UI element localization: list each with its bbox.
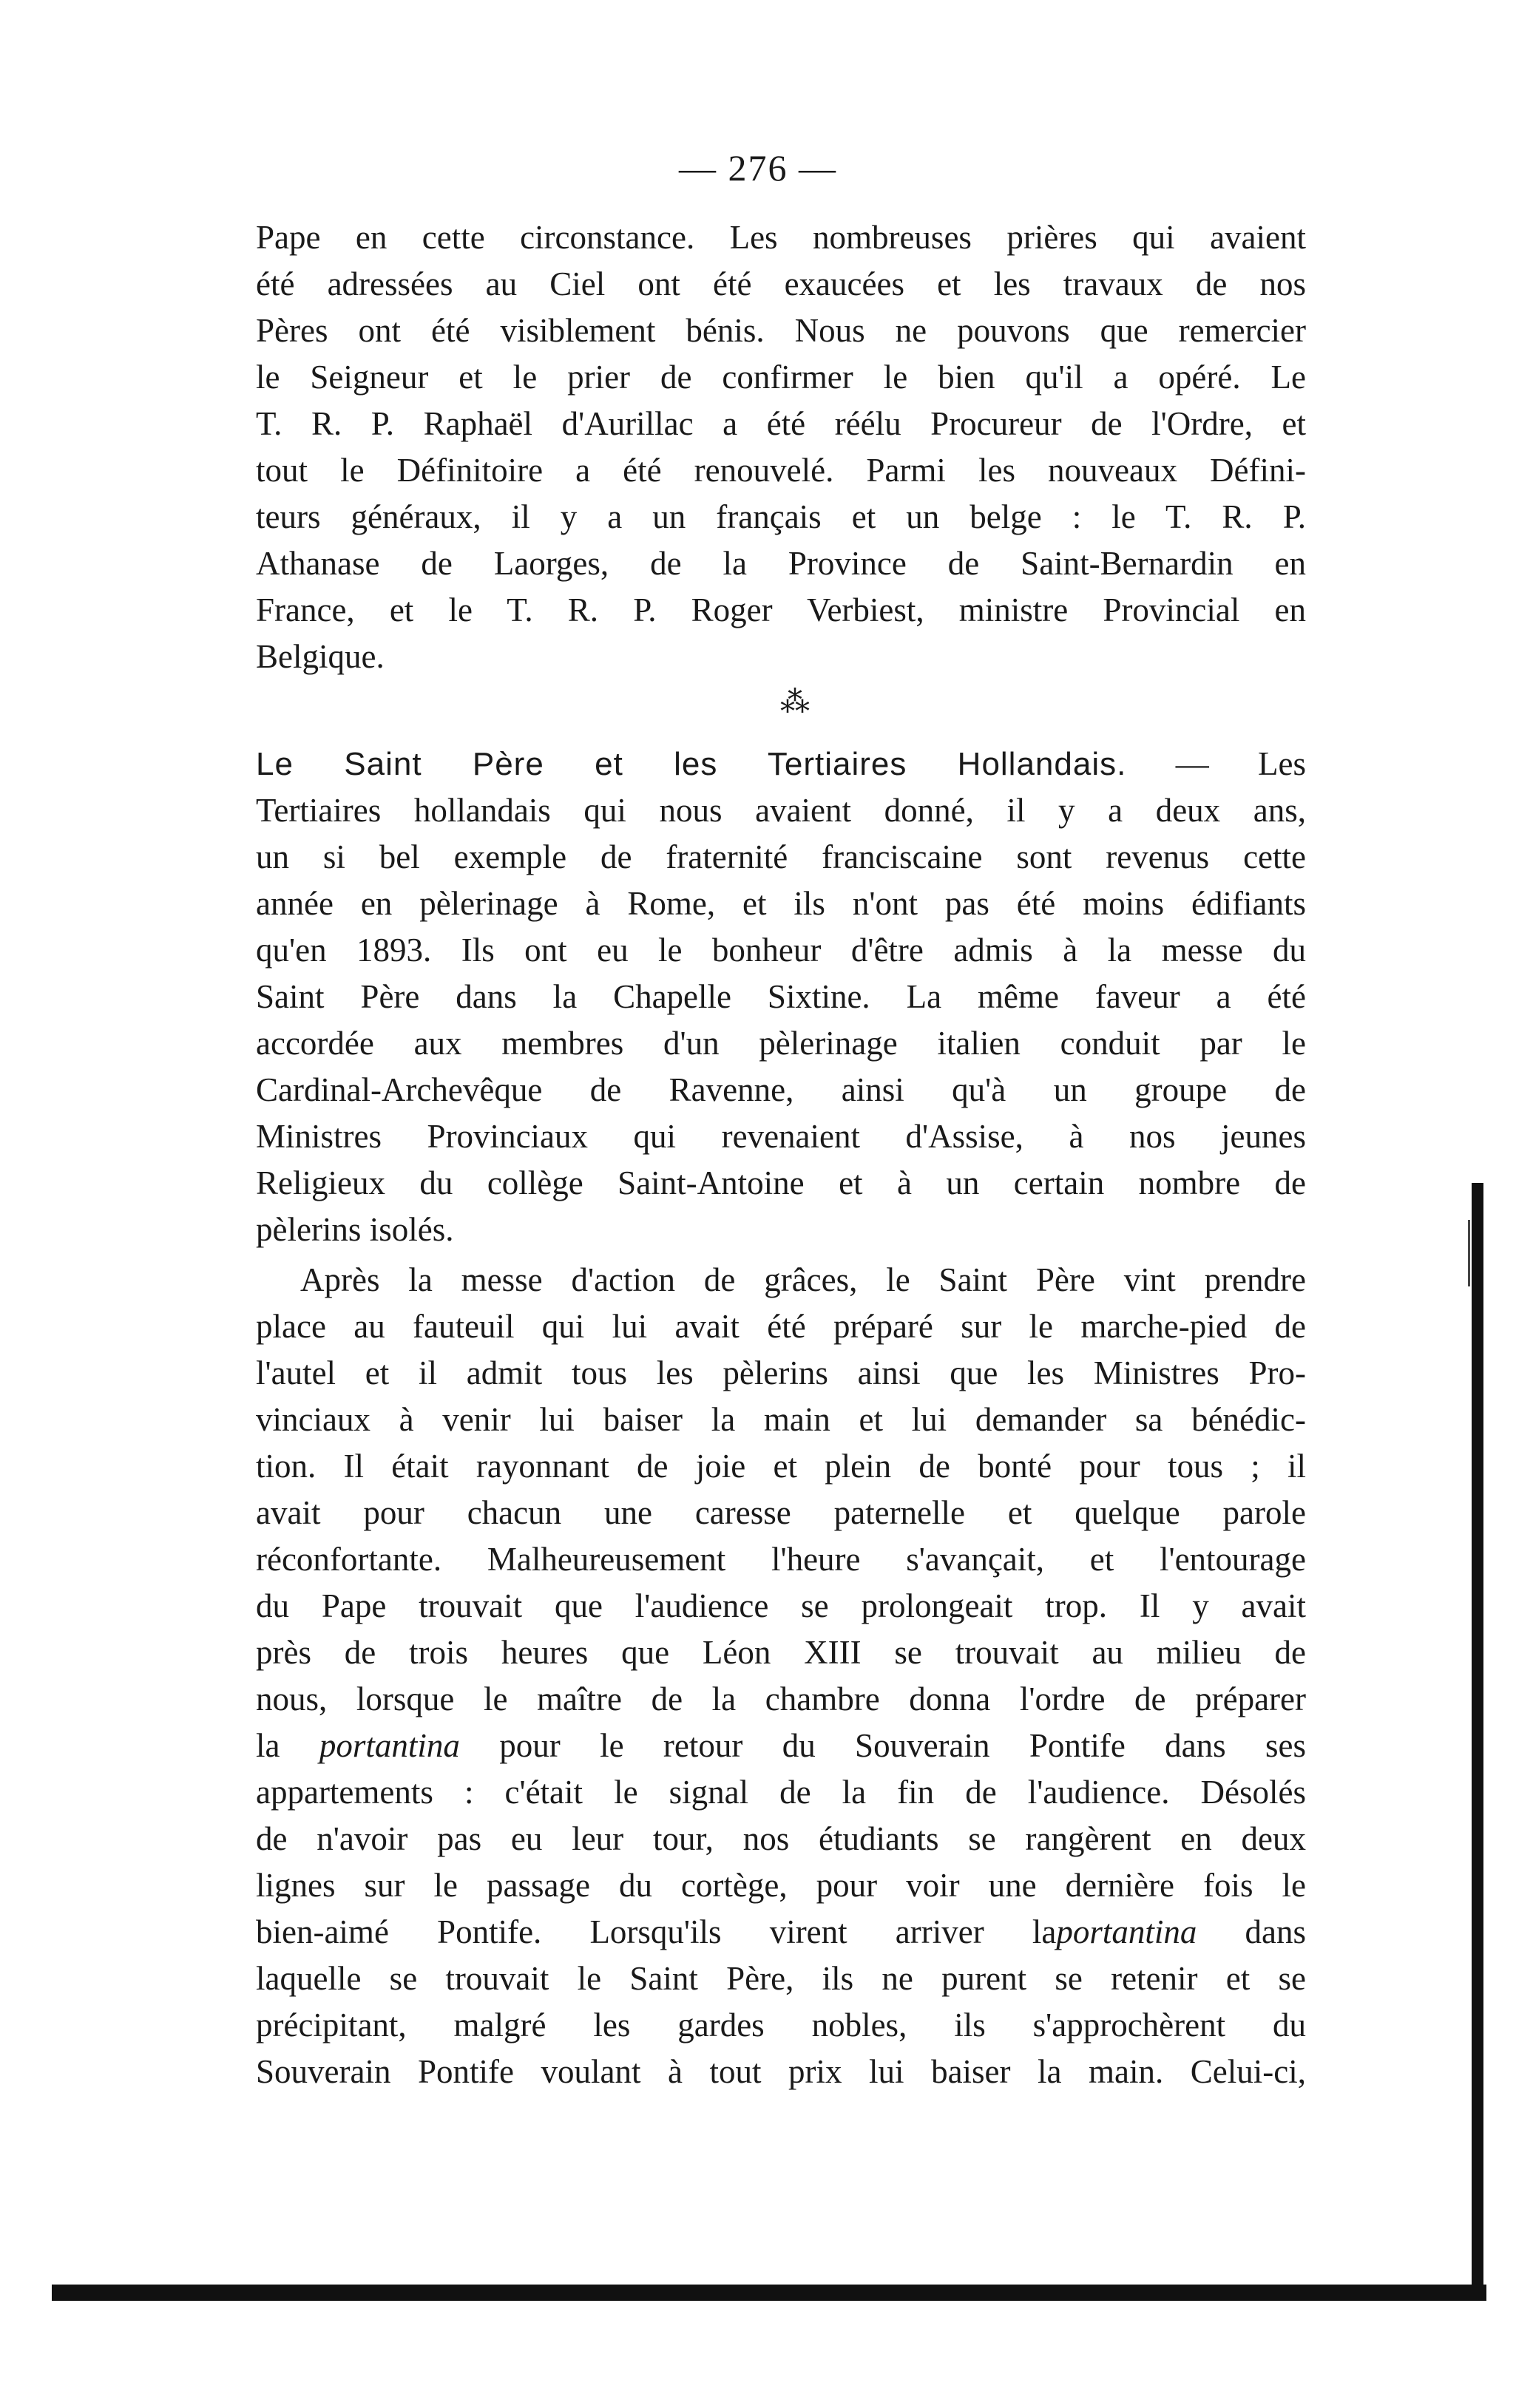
- scan-mark: [1468, 1220, 1470, 1286]
- text-line: Cardinal-Archevêque de Ravenne, ainsi qu'à un groupe de: [256, 1071, 1306, 1108]
- text-line: Pape en cette circonstance. Les nombreuses prières qui avaient: [256, 219, 1306, 256]
- text-line: T. R. P. Raphaël d'Aurillac a été réélu Procureur de l'Ordre, et: [256, 405, 1306, 442]
- scan-edge-right: [1472, 1183, 1483, 2299]
- text-line: teurs généraux, il y a un français et un belge : le T. R. P.: [256, 498, 1306, 535]
- text-line: place au fauteuil qui lui avait été préparé sur le marche-pied de: [256, 1308, 1306, 1345]
- text-line: l'autel et il admit tous les pèlerins ainsi que les Ministres Pro-: [256, 1354, 1306, 1391]
- text-line: laquelle se trouvait le Saint Père, ils ne purent se retenir et se: [256, 1960, 1306, 1997]
- paragraph-2: [256, 741, 1306, 1253]
- text-line: Tertiaires hollandais qui nous avaient donné, il y a deux ans,: [256, 792, 1306, 829]
- text-line: qu'en 1893. Ils ont eu le bonheur d'être admis à la messe du: [256, 932, 1306, 969]
- text-line: année en pèlerinage à Rome, et ils n'ont pas été moins édifiants: [256, 885, 1306, 922]
- text-line: lignes sur le passage du cortège, pour voir une dernière fois le: [256, 1867, 1306, 1904]
- page-number: — 276 —: [679, 147, 837, 189]
- text-line: Après la messe d'action de grâces, le Saint Père vint prendre: [300, 1261, 1306, 1298]
- text-run: pour le retour du Souverain Pontife dans ses: [499, 1727, 1307, 1764]
- text-line: Athanase de Laorges, de la Province de Saint-Bernardin en: [256, 545, 1306, 582]
- text-line: Pères ont été visiblement bénis. Nous ne pouvons que remercier: [256, 312, 1306, 349]
- text-line: réconfortante. Malheureusement l'heure s'avançait, et l'entourage: [256, 1541, 1306, 1578]
- text-line: le Seigneur et le prier de confirmer le bien qu'il a opéré. Le: [256, 359, 1306, 396]
- text-line: de n'avoir pas eu leur tour, nos étudiants se rangèrent en deux: [256, 1820, 1306, 1857]
- text-line: Souverain Pontife voulant à tout prix lui baiser la main. Celui-ci,: [256, 2053, 1306, 2090]
- text-line-with-italic: [256, 1723, 1306, 1769]
- text-line: tion. Il était rayonnant de joie et plein de bonté pour tous ; il: [256, 1448, 1306, 1485]
- text-line: appartements : c'était le signal de la fin de l'audience. Désolés: [256, 1774, 1306, 1811]
- italic-term: portantina: [319, 1727, 460, 1764]
- text-line: Belgique.: [256, 638, 385, 675]
- text-line: avait pour chacun une caresse paternelle et quelque parole: [256, 1494, 1306, 1531]
- text-line: du Pape trouvait que l'audience se prolongeait trop. Il y avait: [256, 1587, 1306, 1624]
- text-line: Ministres Provinciaux qui revenaient d'Assise, à nos jeunes: [256, 1118, 1306, 1155]
- text-line-with-italic: [256, 1909, 1306, 1956]
- paragraph-3: [256, 1257, 1306, 2095]
- text-line: pèlerins isolés.: [256, 1211, 454, 1248]
- section-asterism: ⁂: [780, 685, 810, 719]
- text-line: près de trois heures que Léon XIII se trouvait au milieu de: [256, 1634, 1306, 1671]
- text-line: Religieux du collège Saint-Antoine et à un certain nombre de: [256, 1164, 1306, 1201]
- text-line: nous, lorsque le maître de la chambre donna l'ordre de préparer: [256, 1680, 1306, 1717]
- text-line: vinciaux à venir lui baiser la main et lui demander sa bénédic-: [256, 1401, 1306, 1438]
- section-heading: Le Saint Père et les Tertiaires Hollandais.: [256, 746, 1127, 782]
- text-run: la: [256, 1727, 280, 1764]
- text-line: France, et le T. R. P. Roger Verbiest, ministre Provincial en: [256, 591, 1306, 628]
- scan-edge-bottom: [52, 2285, 1486, 2301]
- text-line: précipitant, malgré les gardes nobles, ils s'approchèrent du: [256, 2007, 1306, 2044]
- text-line: accordée aux membres d'un pèlerinage italien conduit par le: [256, 1025, 1306, 1062]
- text-run: bien-aimé Pontife. Lorsqu'ils virent arriver la: [256, 1913, 1057, 1950]
- paragraph-1: [256, 214, 1306, 680]
- heading-line-rest: — Les: [1175, 745, 1306, 782]
- text-line: été adressées au Ciel ont été exaucées et les travaux de nos: [256, 265, 1306, 302]
- text-line: un si bel exemple de fraternité franciscaine sont revenus cette: [256, 838, 1306, 875]
- heading-line: [256, 741, 1306, 787]
- text-run: dans: [1245, 1913, 1307, 1950]
- italic-term: portantina: [1056, 1913, 1197, 1950]
- text-line: tout le Définitoire a été renouvelé. Parmi les nouveaux Défini-: [256, 452, 1306, 489]
- text-line: Saint Père dans la Chapelle Sixtine. La même faveur a été: [256, 978, 1306, 1015]
